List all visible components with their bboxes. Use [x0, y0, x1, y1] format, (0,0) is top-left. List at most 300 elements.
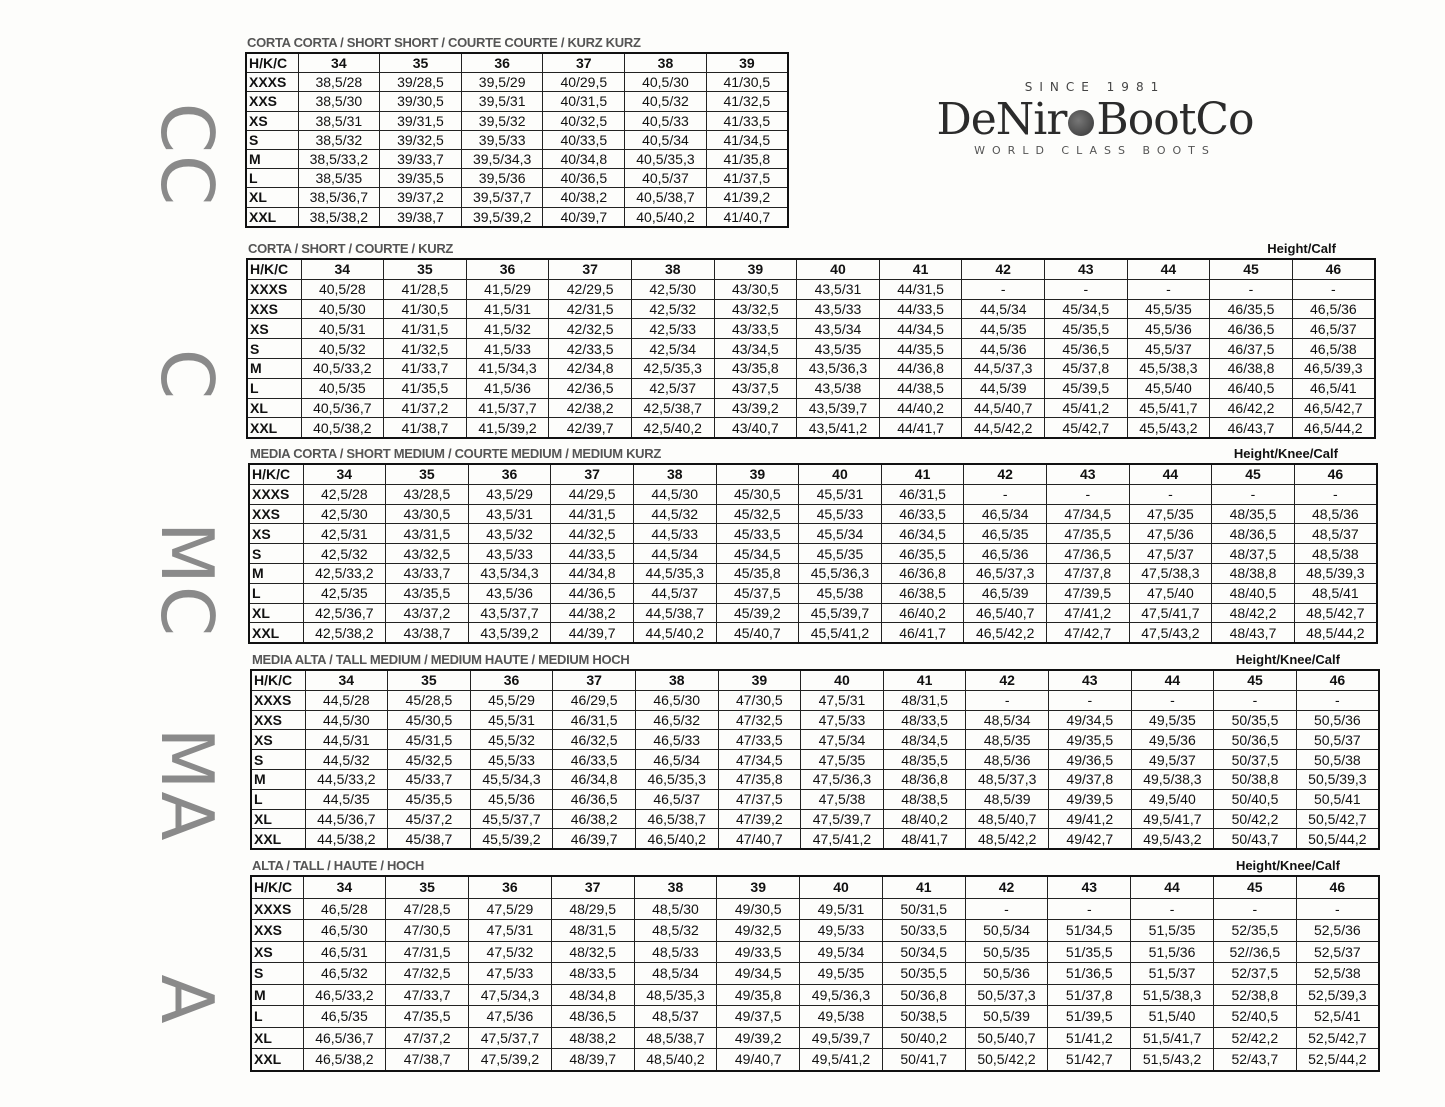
table-cell: 39,5/34,3	[461, 149, 543, 168]
table-cell: 43/30,5	[714, 279, 797, 299]
table-cell: 42,5/35	[303, 583, 386, 603]
table-cell: 46,5/39	[964, 583, 1047, 603]
row-label: L	[246, 169, 298, 188]
table-cell: 44/39,7	[551, 623, 634, 643]
table-cell: 45,5/37	[1127, 339, 1210, 359]
size-header: 43	[1044, 259, 1127, 279]
table-row	[251, 920, 1379, 942]
table-cell: 43/34,5	[714, 339, 797, 359]
table-cell: 48/36,8	[883, 769, 966, 789]
table-cell: 42/38,2	[549, 398, 632, 418]
table-cell: 49/42,7	[1048, 829, 1131, 849]
table-cell: 50/40,2	[882, 1027, 965, 1049]
table-cell: 43,5/31	[468, 504, 551, 524]
table-cell: 44/34,8	[551, 563, 634, 583]
table-cell: 41/30,5	[384, 299, 467, 319]
table-row	[249, 603, 1377, 623]
table-cell: 50/31,5	[882, 898, 965, 920]
size-header: 42	[962, 259, 1045, 279]
row-label: XL	[246, 188, 298, 207]
row-label: XXS	[251, 710, 305, 730]
table-cell: 47/34,5	[1046, 504, 1129, 524]
table-cell: 49,5/36	[1131, 730, 1214, 750]
table-cell: 47,5/34	[801, 730, 884, 750]
table-cell: 41,5/37,7	[466, 398, 549, 418]
table-cell: 46/31,5	[881, 484, 964, 504]
table-cell: 44/36,8	[879, 358, 962, 378]
table-cell: 47,5/33	[469, 963, 552, 985]
table-cell: -	[966, 690, 1049, 710]
size-header: 35	[386, 464, 469, 484]
table-cell: 45/42,7	[1044, 418, 1127, 438]
table-cell: 49/30,5	[717, 898, 800, 920]
table-cell: 46/35,5	[881, 544, 964, 564]
table-cell: 48/35,5	[883, 750, 966, 770]
table-cell: 45,5/29	[470, 690, 553, 710]
table-cell: 44,5/30	[633, 484, 716, 504]
boot-icon	[1068, 110, 1094, 136]
table-row	[251, 730, 1379, 750]
table-cell: 45/32,5	[716, 504, 799, 524]
table-cell: 47,5/37,7	[469, 1027, 552, 1049]
section-corta	[246, 241, 1376, 439]
table-cell: 42/39,7	[549, 418, 632, 438]
table-cell: 48/40,5	[1212, 583, 1295, 603]
table-cell: 48,5/40,7	[966, 809, 1049, 829]
row-label: S	[251, 963, 303, 985]
table-cell: 40/34,8	[543, 149, 625, 168]
size-header: 39	[714, 259, 797, 279]
table-cell: 40,5/38,2	[301, 418, 384, 438]
size-header: 41	[881, 464, 964, 484]
table-cell: 40/29,5	[543, 73, 625, 92]
table-cell: 38,5/28	[298, 73, 380, 92]
table-cell: 40,5/37	[625, 169, 707, 188]
table-cell: 39,5/32	[461, 111, 543, 130]
table-cell: 49/37,5	[717, 1006, 800, 1028]
table-cell: 47/35,5	[386, 1006, 469, 1028]
size-header: 37	[553, 670, 636, 690]
table-cell: 45/32,5	[388, 750, 471, 770]
table-row	[251, 898, 1379, 920]
table-cell: 41/33,7	[384, 358, 467, 378]
table-cell: 42,5/40,2	[631, 418, 714, 438]
table-row	[249, 484, 1377, 504]
row-label: XL	[249, 603, 303, 623]
table-cell: 48/36,5	[1212, 524, 1295, 544]
table-cell: 46/33,5	[553, 750, 636, 770]
table-row	[251, 1027, 1379, 1049]
table-cell: 42,5/31	[303, 524, 386, 544]
table-cell: 43,5/34	[797, 319, 880, 339]
section-alta	[250, 858, 1380, 1072]
table-cell: 44/29,5	[551, 484, 634, 504]
table-cell: 46/36,5	[1210, 319, 1293, 339]
header-row	[246, 53, 788, 73]
table-row	[251, 809, 1379, 829]
table-cell: 45/41,2	[1044, 398, 1127, 418]
table-cell: 39/31,5	[380, 111, 462, 130]
table-cell: 47,5/34,3	[469, 984, 552, 1006]
table-cell: 43/40,7	[714, 418, 797, 438]
table-cell: 41/32,5	[384, 339, 467, 359]
table-cell: 52,5/44,2	[1296, 1049, 1379, 1071]
table-cell: 46,5/38,2	[303, 1049, 386, 1071]
table-cell: 47,5/36,3	[801, 769, 884, 789]
row-label: XXS	[249, 504, 303, 524]
table-cell: -	[1212, 484, 1295, 504]
table-cell: 49,5/41,7	[1131, 809, 1214, 829]
row-label: S	[249, 544, 303, 564]
table-cell: 40/36,5	[543, 169, 625, 188]
table-cell: 43,5/33	[797, 299, 880, 319]
table-cell: 52,5/37	[1296, 941, 1379, 963]
table-cell: 42,5/30	[303, 504, 386, 524]
table-cell: 39/38,7	[380, 207, 462, 227]
table-cell: -	[965, 898, 1048, 920]
table-cell: 47/35,8	[718, 769, 801, 789]
table-cell: 42,5/38,7	[631, 398, 714, 418]
table-cell: 44/32,5	[551, 524, 634, 544]
table-row	[251, 963, 1379, 985]
table-row	[246, 149, 788, 168]
corner-header: H/K/C	[249, 464, 303, 484]
table-cell: -	[1294, 484, 1377, 504]
table-cell: 44,5/34	[962, 299, 1045, 319]
table-cell: 40/31,5	[543, 92, 625, 111]
table-cell: 47/28,5	[386, 898, 469, 920]
size-table	[250, 669, 1380, 850]
row-label: M	[247, 358, 301, 378]
table-cell: 52,5/36	[1296, 920, 1379, 942]
table-cell: 47/38,7	[386, 1049, 469, 1071]
size-table	[246, 258, 1376, 439]
table-row	[246, 207, 788, 227]
row-label: M	[246, 149, 298, 168]
table-cell: 50/36,8	[882, 984, 965, 1006]
table-cell: 45,5/38	[799, 583, 882, 603]
size-header: 37	[549, 259, 632, 279]
table-cell: 46,5/35	[303, 1006, 386, 1028]
table-cell: 48,5/37	[1294, 524, 1377, 544]
table-cell: 49/33,5	[717, 941, 800, 963]
table-cell: -	[1213, 898, 1296, 920]
table-cell: 47,5/38	[801, 789, 884, 809]
size-table	[248, 463, 1378, 644]
table-cell: 45/39,2	[716, 603, 799, 623]
side-label-a: A	[145, 974, 229, 1026]
table-cell: 40,5/30	[301, 299, 384, 319]
side-label-c: C	[145, 348, 229, 402]
table-cell: 47,5/35	[1129, 504, 1212, 524]
table-cell: 40,5/35,3	[625, 149, 707, 168]
table-cell: 45,5/34	[799, 524, 882, 544]
size-header: 45	[1210, 259, 1293, 279]
table-cell: 44,5/31	[305, 730, 388, 750]
table-cell: 51/42,7	[1048, 1049, 1131, 1071]
size-header: 39	[717, 876, 800, 898]
table-cell: 39/28,5	[380, 73, 462, 92]
table-row	[251, 829, 1379, 849]
table-cell: 46,5/33	[635, 730, 718, 750]
table-cell: 50/38,8	[1214, 769, 1297, 789]
table-cell: 43/35,8	[714, 358, 797, 378]
table-cell: 50/33,5	[882, 920, 965, 942]
size-header: 38	[631, 259, 714, 279]
row-label: XXS	[246, 92, 298, 111]
table-cell: 48/43,7	[1212, 623, 1295, 643]
size-header: 39	[718, 670, 801, 690]
table-cell: -	[1131, 898, 1214, 920]
table-cell: 51,5/35	[1131, 920, 1214, 942]
table-cell: 49,5/43,2	[1131, 829, 1214, 849]
table-cell: 42,5/38,2	[303, 623, 386, 643]
table-cell: 40,5/32	[625, 92, 707, 111]
table-cell: 52/37,5	[1213, 963, 1296, 985]
table-cell: 43,5/29	[468, 484, 551, 504]
table-cell: 43/37,5	[714, 378, 797, 398]
table-cell: 45,5/43,2	[1127, 418, 1210, 438]
size-header: 41	[883, 670, 966, 690]
table-cell: 50,5/34	[965, 920, 1048, 942]
table-cell: 41/33,5	[706, 111, 788, 130]
size-header: 44	[1127, 259, 1210, 279]
table-cell: 39,5/33	[461, 130, 543, 149]
table-cell: 47/33,7	[386, 984, 469, 1006]
table-cell: -	[964, 484, 1047, 504]
size-header: 46	[1294, 464, 1377, 484]
row-label: XXXS	[249, 484, 303, 504]
table-cell: 44/34,5	[879, 319, 962, 339]
table-cell: 48,5/38	[1294, 544, 1377, 564]
table-cell: 49/36,5	[1048, 750, 1131, 770]
table-cell: 47,5/39,2	[469, 1049, 552, 1071]
table-cell: 48,5/42,2	[966, 829, 1049, 849]
table-cell: 43,5/33	[468, 544, 551, 564]
table-cell: -	[1214, 690, 1297, 710]
table-cell: 40,5/36,7	[301, 398, 384, 418]
size-header: 45	[1212, 464, 1295, 484]
table-cell: 48,5/38,7	[634, 1027, 717, 1049]
table-cell: 44,5/36,7	[305, 809, 388, 829]
table-cell: 47,5/32	[469, 941, 552, 963]
header-row	[251, 876, 1379, 898]
row-label: XXL	[246, 207, 298, 227]
table-cell: 45,5/36,3	[799, 563, 882, 583]
table-cell: 46,5/32	[303, 963, 386, 985]
table-cell: 47/37,5	[718, 789, 801, 809]
table-cell: 51/41,2	[1048, 1027, 1131, 1049]
table-cell: 45/31,5	[388, 730, 471, 750]
table-row	[247, 358, 1375, 378]
logo-brand-left: DeNir	[936, 94, 1067, 145]
table-cell: 40/33,5	[543, 130, 625, 149]
table-cell: 41/35,8	[706, 149, 788, 168]
table-cell: 45,5/32	[470, 730, 553, 750]
table-cell: 50,5/42,2	[965, 1049, 1048, 1071]
table-cell: 45/37,8	[1044, 358, 1127, 378]
table-cell: 47/30,5	[386, 920, 469, 942]
table-row	[246, 188, 788, 207]
table-cell: 38,5/36,7	[298, 188, 380, 207]
table-row	[247, 398, 1375, 418]
header-row	[249, 464, 1377, 484]
table-cell: 52/38,8	[1213, 984, 1296, 1006]
table-cell: 39/35,5	[380, 169, 462, 188]
table-cell: 48,5/32	[634, 920, 717, 942]
table-cell: 47,5/41,7	[1129, 603, 1212, 623]
table-cell: 44/31,5	[879, 279, 962, 299]
table-cell: 46,5/30	[635, 690, 718, 710]
table-cell: 46/29,5	[553, 690, 636, 710]
table-cell: 45/33,7	[388, 769, 471, 789]
table-cell: 43,5/39,2	[468, 623, 551, 643]
table-cell: -	[1044, 279, 1127, 299]
table-cell: 42,5/37	[631, 378, 714, 398]
table-cell: 49/34,5	[717, 963, 800, 985]
size-header: 41	[879, 259, 962, 279]
table-row	[247, 339, 1375, 359]
table-cell: 46,5/36	[964, 544, 1047, 564]
table-row	[251, 984, 1379, 1006]
size-header: 35	[380, 53, 462, 73]
table-cell: 43/39,2	[714, 398, 797, 418]
table-cell: 52/40,5	[1213, 1006, 1296, 1028]
table-cell: 41,5/32	[466, 319, 549, 339]
table-cell: 49/34,5	[1048, 710, 1131, 730]
table-row	[249, 544, 1377, 564]
table-cell: 50,5/40,7	[965, 1027, 1048, 1049]
table-cell: 43/33,5	[714, 319, 797, 339]
size-header: 40	[800, 876, 883, 898]
table-cell: 48/31,5	[551, 920, 634, 942]
table-cell: 44,5/33,2	[305, 769, 388, 789]
table-cell: 44,5/35,3	[633, 563, 716, 583]
table-cell: 45/36,5	[1044, 339, 1127, 359]
table-row	[246, 92, 788, 111]
table-cell: 44/33,5	[879, 299, 962, 319]
table-cell: 50,5/36	[965, 963, 1048, 985]
table-cell: 43,5/36,3	[797, 358, 880, 378]
table-cell: 42/34,8	[549, 358, 632, 378]
size-header: 41	[882, 876, 965, 898]
table-cell: 40/39,7	[543, 207, 625, 227]
table-cell: 46/36,5	[553, 789, 636, 809]
table-row	[251, 710, 1379, 730]
table-cell: 46/41,7	[881, 623, 964, 643]
table-cell: 45/35,8	[716, 563, 799, 583]
table-cell: 47,5/40	[1129, 583, 1212, 603]
table-cell: 46/36,8	[881, 563, 964, 583]
corner-header: H/K/C	[246, 53, 298, 73]
table-cell: 46/34,5	[881, 524, 964, 544]
table-cell: 41,5/33	[466, 339, 549, 359]
table-cell: 48,5/36	[1294, 504, 1377, 524]
table-cell: 47/39,5	[1046, 583, 1129, 603]
table-cell: 45/39,5	[1044, 378, 1127, 398]
table-cell: 48,5/33	[634, 941, 717, 963]
table-cell: 47/32,5	[386, 963, 469, 985]
table-cell: 48,5/37,3	[966, 769, 1049, 789]
table-cell: -	[962, 279, 1045, 299]
table-cell: 43/35,5	[386, 583, 469, 603]
row-label: XL	[247, 398, 301, 418]
table-row	[251, 789, 1379, 809]
table-cell: 43,5/34,3	[468, 563, 551, 583]
table-cell: 51/37,8	[1048, 984, 1131, 1006]
table-cell: 41/37,2	[384, 398, 467, 418]
table-cell: 44,5/33	[633, 524, 716, 544]
size-header: 40	[801, 670, 884, 690]
table-cell: 46/31,5	[553, 710, 636, 730]
table-cell: 48/29,5	[551, 898, 634, 920]
section-corta-corta	[245, 35, 789, 228]
table-row	[246, 111, 788, 130]
table-cell: 51,5/41,7	[1131, 1027, 1214, 1049]
table-cell: 43/31,5	[386, 524, 469, 544]
table-cell: 48,5/37	[634, 1006, 717, 1028]
row-label: XXS	[251, 920, 303, 942]
row-label: XS	[246, 111, 298, 130]
row-label: XXXS	[251, 690, 305, 710]
table-cell: 52,5/38	[1296, 963, 1379, 985]
size-header: 38	[625, 53, 707, 73]
row-label: XS	[251, 730, 305, 750]
table-row	[251, 690, 1379, 710]
section-title: MEDIA ALTA / TALL MEDIUM / MEDIUM HAUTE / MEDIUM HOCH	[252, 652, 630, 667]
size-header: 38	[634, 876, 717, 898]
table-cell: 45,5/39,7	[799, 603, 882, 623]
table-cell: 39/30,5	[380, 92, 462, 111]
table-cell: 50,5/39	[965, 1006, 1048, 1028]
size-header: 44	[1131, 876, 1214, 898]
side-label-mc: MC	[145, 521, 229, 639]
size-header: 44	[1131, 670, 1214, 690]
section-media-corta	[248, 446, 1378, 644]
table-row	[251, 769, 1379, 789]
table-cell: 42/36,5	[549, 378, 632, 398]
table-cell: 52,5/42,7	[1296, 1027, 1379, 1049]
table-cell: 39/37,2	[380, 188, 462, 207]
size-header: 36	[461, 53, 543, 73]
table-cell: 50,5/44,2	[1296, 829, 1379, 849]
row-label: XS	[251, 941, 303, 963]
table-cell: 49/39,5	[1048, 789, 1131, 809]
table-cell: 39,5/36	[461, 169, 543, 188]
size-header: 34	[303, 876, 386, 898]
table-cell: 44/40,2	[879, 398, 962, 418]
table-cell: 49,5/41,2	[800, 1049, 883, 1071]
size-header: 42	[966, 670, 1049, 690]
size-header: 34	[301, 259, 384, 279]
table-cell: 43,5/41,2	[797, 418, 880, 438]
table-cell: 47,5/33	[801, 710, 884, 730]
table-cell: 48,5/44,2	[1294, 623, 1377, 643]
table-cell: 47/36,5	[1046, 544, 1129, 564]
row-label: L	[247, 378, 301, 398]
table-cell: 50,5/42,7	[1296, 809, 1379, 829]
table-cell: 50/40,5	[1214, 789, 1297, 809]
table-cell: 45/33,5	[716, 524, 799, 544]
table-cell: 44,5/35	[962, 319, 1045, 339]
table-cell: 48,5/35,3	[634, 984, 717, 1006]
table-cell: 41/40,7	[706, 207, 788, 227]
table-cell: 44/31,5	[551, 504, 634, 524]
table-cell: 48,5/36	[966, 750, 1049, 770]
table-cell: 45/37,5	[716, 583, 799, 603]
table-cell: 41/28,5	[384, 279, 467, 299]
table-cell: 46,5/34	[964, 504, 1047, 524]
